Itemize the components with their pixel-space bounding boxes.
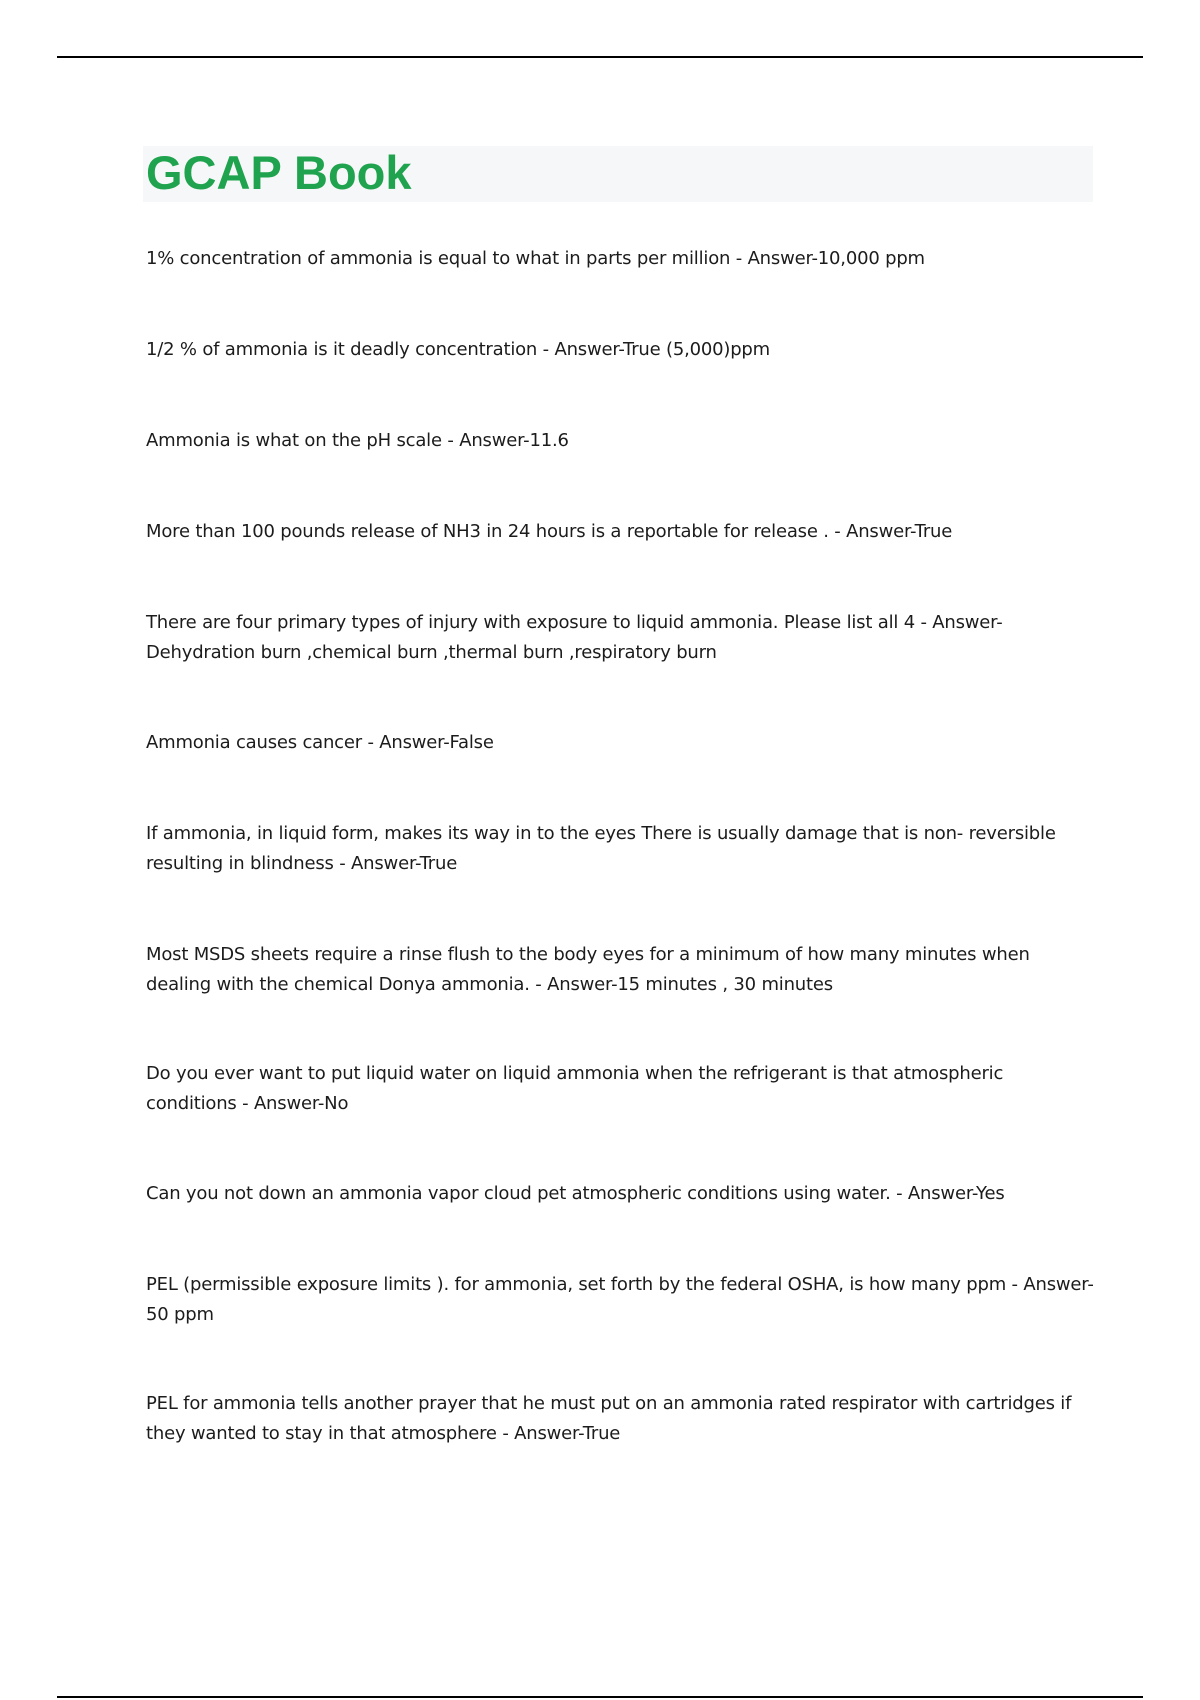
top-rule: [57, 56, 1143, 58]
qa-item-6: Ammonia causes cancer - Answer-False: [146, 732, 494, 753]
bottom-rule: [57, 1696, 1143, 1698]
qa-item-10: Can you not down an ammonia vapor cloud pet atmospheric conditions using water. - Answer-Yes: [146, 1183, 1005, 1204]
page-title: GCAP Book: [146, 146, 412, 199]
qa-item-2: 1/2 % of ammonia is it deadly concentration - Answer-True (5,000)ppm: [146, 339, 770, 360]
qa-item-3: Ammonia is what on the pH scale - Answer-11.6: [146, 430, 569, 451]
qa-item-1: 1% concentration of ammonia is equal to what in parts per million - Answer-10,000 ppm: [146, 248, 925, 269]
qa-item-12: PEL for ammonia tells another prayer that he must put on an ammonia rated respirator with cartridges if they wanted to stay in that atmosphere - Answer-True: [146, 1393, 1072, 1444]
qa-item-11: PEL (permissible exposure limits ). for ammonia, set forth by the federal OSHA, is how many ppm - Answer-50 ppm: [146, 1274, 1094, 1325]
qa-item-7: If ammonia, in liquid form, makes its way in to the eyes There is usually damage that is non- reversible resulting in blindness - Answer-True: [146, 823, 1056, 874]
qa-item-9: Do you ever want to put liquid water on liquid ammonia when the refrigerant is that atmospheric conditions - Answer-No: [146, 1063, 1004, 1114]
qa-item-5: There are four primary types of injury with exposure to liquid ammonia. Please list all 4 - Answer-Dehydration burn ,chemical burn ,thermal burn ,respiratory burn: [146, 612, 1003, 663]
qa-item-4: More than 100 pounds release of NH3 in 24 hours is a reportable for release . - Answer-True: [146, 521, 953, 542]
qa-item-8: Most MSDS sheets require a rinse flush to the body eyes for a minimum of how many minutes when dealing with the chemical Donya ammonia. - Answer-15 minutes , 30 minutes: [146, 944, 1030, 995]
